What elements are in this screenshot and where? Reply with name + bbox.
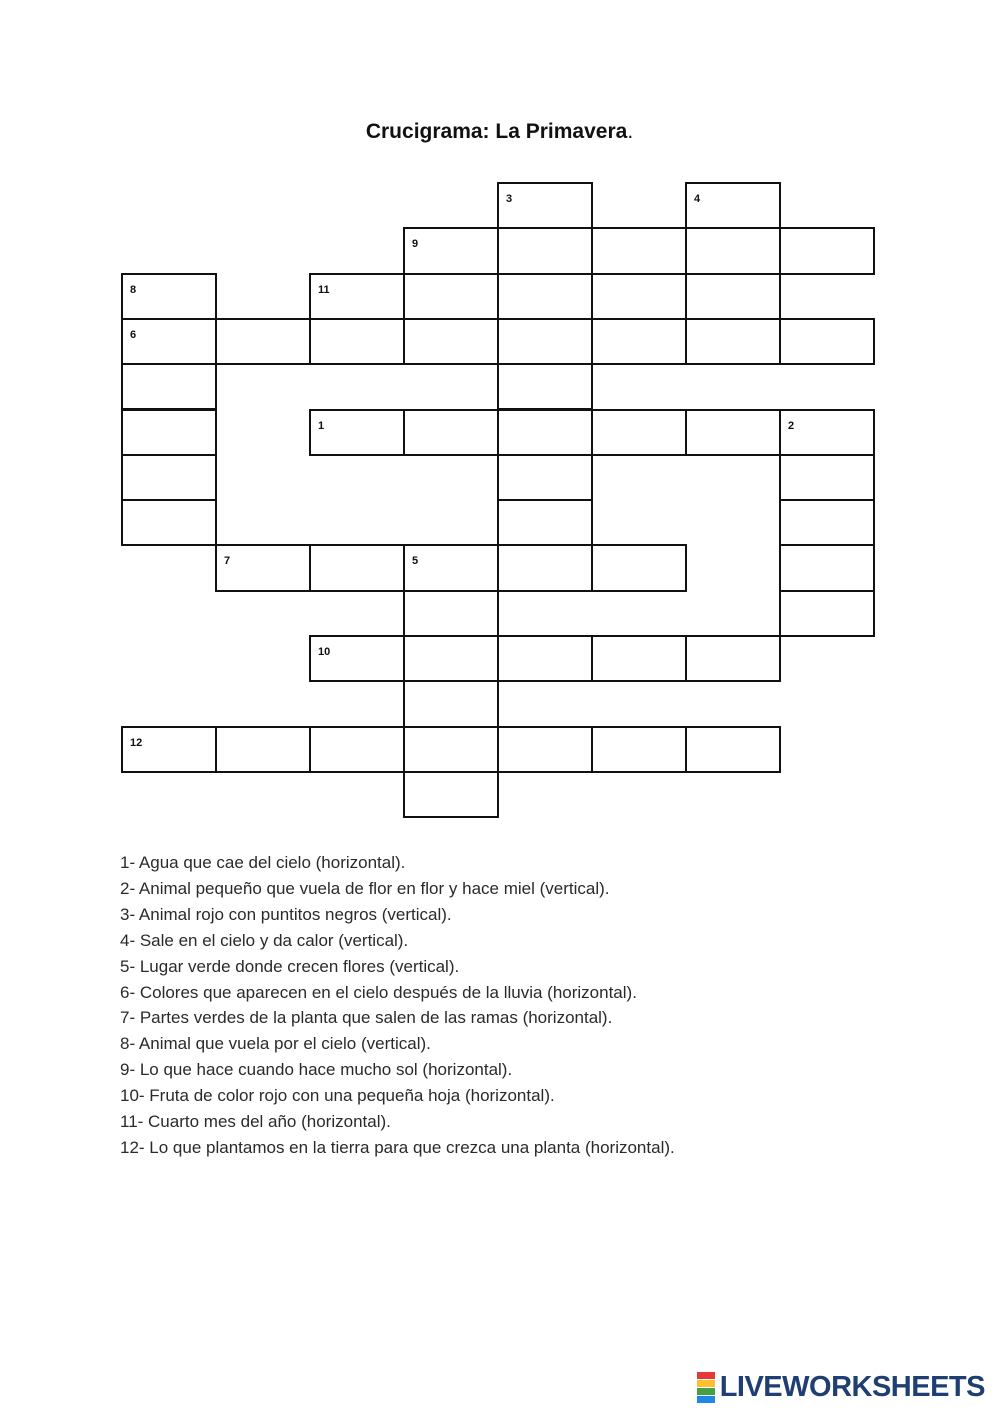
crossword-cell-7[interactable] — [215, 544, 311, 591]
clue-item: 7- Partes verdes de la planta que salen de las ramas (horizontal). — [120, 1008, 613, 1028]
crossword-cell-11[interactable] — [309, 273, 405, 320]
logo-stripe — [697, 1380, 715, 1387]
clue-item: 10- Fruta de color rojo con una pequeña hoja (horizontal). — [120, 1086, 555, 1106]
clue-list — [120, 850, 980, 1161]
crossword-cell[interactable] — [779, 227, 875, 274]
crossword-cell[interactable] — [779, 544, 875, 591]
logo-stripe — [697, 1396, 715, 1403]
crossword-cell[interactable] — [497, 227, 593, 274]
crossword-cell[interactable] — [497, 318, 593, 365]
crossword-cell[interactable] — [121, 454, 217, 501]
crossword-cell[interactable] — [685, 273, 781, 320]
crossword-cell[interactable] — [215, 726, 311, 773]
logo-stripe — [697, 1372, 715, 1379]
brand-footer[interactable] — [697, 1372, 985, 1402]
logo-stripe — [697, 1388, 715, 1395]
clue-item: 9- Lo que hace cuando hace mucho sol (horizontal). — [120, 1060, 513, 1080]
title-period: . — [627, 120, 634, 143]
crossword-cell-1[interactable] — [309, 409, 405, 456]
crossword-cell[interactable] — [497, 363, 593, 410]
crossword-cell-12[interactable] — [121, 726, 217, 773]
crossword-cell[interactable] — [403, 273, 499, 320]
clue-number: 11 — [318, 283, 330, 296]
clue-number: 4 — [694, 193, 701, 205]
crossword-cell[interactable] — [779, 499, 875, 546]
crossword-cell[interactable] — [591, 273, 687, 320]
crossword-cell[interactable] — [403, 726, 499, 773]
crossword-cell[interactable] — [403, 680, 499, 727]
crossword-cell[interactable] — [779, 318, 875, 365]
crossword-cell-2[interactable] — [779, 409, 875, 456]
crossword-cell[interactable] — [403, 409, 499, 456]
crossword-cell[interactable] — [591, 409, 687, 456]
crossword-cell[interactable] — [497, 635, 593, 682]
clue-number: 3 — [506, 193, 513, 205]
crossword-cell[interactable] — [497, 499, 593, 546]
clue-number: 9 — [412, 238, 419, 251]
clue-number: 2 — [788, 419, 795, 432]
crossword-cell[interactable] — [403, 771, 499, 818]
crossword-cell[interactable] — [685, 726, 781, 773]
crossword-cell[interactable] — [779, 454, 875, 501]
clue-item: 6- Colores que aparecen en el cielo después de la lluvia (horizontal). — [120, 982, 637, 1002]
clue-item: 3- Animal rojo con puntitos negros (vertical). — [120, 904, 452, 924]
clue-number: 8 — [130, 283, 137, 296]
crossword-cell-4[interactable] — [685, 182, 781, 229]
crossword-cell[interactable] — [497, 454, 593, 501]
crossword-cell[interactable] — [497, 544, 593, 591]
clue-number: 10 — [318, 646, 331, 658]
brand-name: LIVEWORKSHEETS — [719, 1370, 985, 1403]
crossword-cell-6[interactable] — [121, 318, 217, 365]
crossword-cell[interactable] — [309, 318, 405, 365]
crossword-cell[interactable] — [591, 318, 687, 365]
clue-number: 1 — [318, 419, 325, 432]
crossword-cell[interactable] — [403, 590, 499, 637]
crossword-cell[interactable] — [685, 318, 781, 365]
clue-number: 6 — [130, 328, 137, 341]
clue-item: 11- Cuarto mes del año (horizontal). — [120, 1112, 391, 1132]
clue-item: 4- Sale en el cielo y da calor (vertical). — [120, 930, 409, 950]
crossword-cell[interactable] — [591, 635, 687, 682]
crossword-cell[interactable] — [215, 318, 311, 365]
clue-item: 2- Animal pequeño que vuela de flor en flor y hace miel (vertical). — [120, 878, 610, 898]
crossword-cell[interactable] — [121, 409, 217, 456]
crossword-cell[interactable] — [685, 227, 781, 274]
crossword-cell[interactable] — [121, 499, 217, 546]
crossword-cell[interactable] — [591, 726, 687, 773]
crossword-cell[interactable] — [497, 726, 593, 773]
crossword-cell[interactable] — [591, 544, 687, 591]
crossword-cell[interactable] — [591, 227, 687, 274]
crossword-cell-10[interactable] — [309, 635, 405, 682]
crossword-cell[interactable] — [309, 544, 405, 591]
clue-number: 12 — [130, 736, 143, 749]
crossword-cell[interactable] — [403, 635, 499, 682]
crossword-cell[interactable] — [497, 409, 593, 456]
clue-item: 8- Animal que vuela por el cielo (vertical). — [120, 1034, 431, 1054]
crossword-cell[interactable] — [779, 590, 875, 637]
crossword-cell-9[interactable] — [403, 227, 499, 274]
crossword-cell[interactable] — [309, 726, 405, 773]
title-text: Crucigrama: La Primavera — [365, 120, 628, 143]
clue-number: 5 — [412, 555, 419, 568]
crossword-cell[interactable] — [121, 363, 217, 410]
clue-item: 12- Lo que plantamos en la tierra para que crezca una planta (horizontal). — [120, 1137, 675, 1157]
liveworksheets-logo-icon — [697, 1372, 715, 1403]
crossword-cell-8[interactable] — [121, 273, 217, 320]
crossword-cell[interactable] — [403, 318, 499, 365]
clue-item: 1- Agua que cae del cielo (horizontal). — [120, 853, 406, 872]
crossword-cell[interactable] — [497, 273, 593, 320]
crossword-cell[interactable] — [685, 635, 781, 682]
clue-item: 5- Lugar verde donde crecen flores (vertical). — [120, 956, 460, 976]
crossword-cell[interactable] — [685, 409, 781, 456]
clue-number: 7 — [224, 555, 231, 568]
crossword-cell-3[interactable] — [497, 182, 593, 229]
crossword-cell-5[interactable] — [403, 544, 499, 591]
